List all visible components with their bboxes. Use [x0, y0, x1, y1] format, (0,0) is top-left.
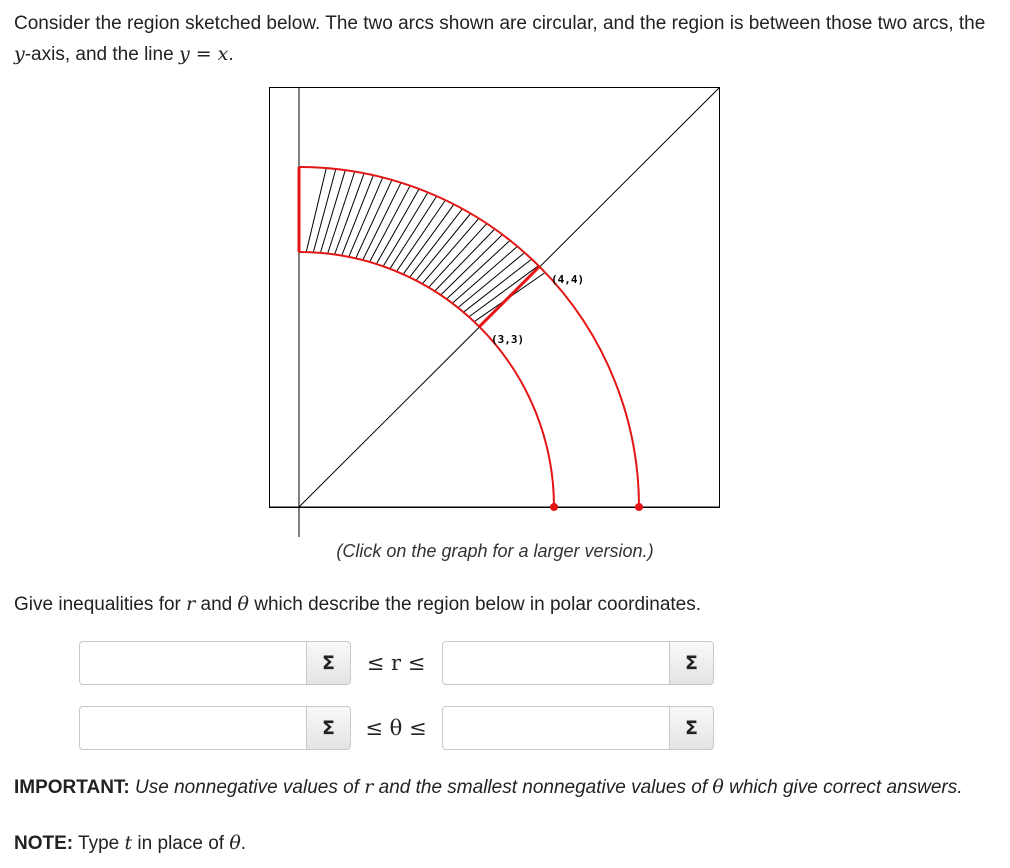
question-prompt	[14, 591, 701, 618]
r-variable: r	[364, 776, 374, 798]
sigma-icon: Σ	[322, 717, 335, 739]
theta-lower-input[interactable]	[79, 706, 307, 750]
outer-point-label: (4,4)	[551, 273, 585, 286]
y-variable: y	[14, 43, 25, 65]
note	[14, 832, 246, 855]
r-lower-input[interactable]	[79, 641, 307, 685]
theta-inequality-row	[79, 706, 719, 750]
r-upper-equation-editor-button[interactable]	[670, 641, 714, 685]
intro-text-c: .	[228, 44, 234, 65]
theta-lower-equation-editor-button[interactable]	[307, 706, 351, 750]
sigma-icon: Σ	[685, 652, 698, 674]
theta-upper-input[interactable]	[442, 706, 670, 750]
important-text-b: and the smallest nonnegative values of	[373, 777, 713, 798]
r-variable: r	[186, 593, 196, 615]
outer-arc-endpoint	[635, 503, 643, 511]
t-variable: t	[124, 832, 133, 854]
inner-arc-endpoint	[550, 503, 558, 511]
prompt-text-b: and	[195, 594, 238, 615]
line-equation: y = x	[178, 43, 229, 65]
r-inequality-row	[79, 641, 719, 685]
theta-variable: θ	[712, 776, 724, 798]
intro-text-b: -axis, and the line	[24, 44, 179, 65]
region-graph[interactable]	[269, 87, 721, 539]
note-text-c: .	[240, 833, 247, 854]
theta-inequality-operator: ≤ θ ≤	[365, 716, 427, 740]
important-text-a: Use nonnegative values of	[129, 777, 365, 798]
prompt-text-c: which describe the region below in polar coordinates.	[248, 594, 702, 615]
important-text-c: which give correct answers.	[723, 777, 963, 798]
inner-point-label: (3,3)	[491, 333, 525, 346]
sigma-icon: Σ	[322, 652, 335, 674]
r-lower-equation-editor-button[interactable]	[307, 641, 351, 685]
theta-variable: θ	[237, 593, 249, 615]
important-note	[14, 772, 989, 803]
prompt-text-a: Give inequalities for	[14, 594, 187, 615]
r-upper-input[interactable]	[442, 641, 670, 685]
note-label: NOTE:	[14, 833, 74, 854]
sigma-icon: Σ	[685, 717, 698, 739]
theta-variable: θ	[229, 832, 241, 854]
note-text-a: Type	[73, 833, 125, 854]
intro-text-a: Consider the region sketched below. The two arcs shown are circular, and the region is between those two arcs, the	[14, 13, 986, 34]
r-inequality-operator: ≤ r ≤	[366, 651, 426, 675]
important-label: IMPORTANT:	[14, 777, 130, 798]
problem-statement	[14, 8, 989, 70]
region-graph-svg	[269, 87, 721, 539]
note-text-b: in place of	[132, 833, 230, 854]
graph-caption[interactable]: (Click on the graph for a larger version.)	[336, 541, 654, 561]
theta-upper-equation-editor-button[interactable]	[670, 706, 714, 750]
